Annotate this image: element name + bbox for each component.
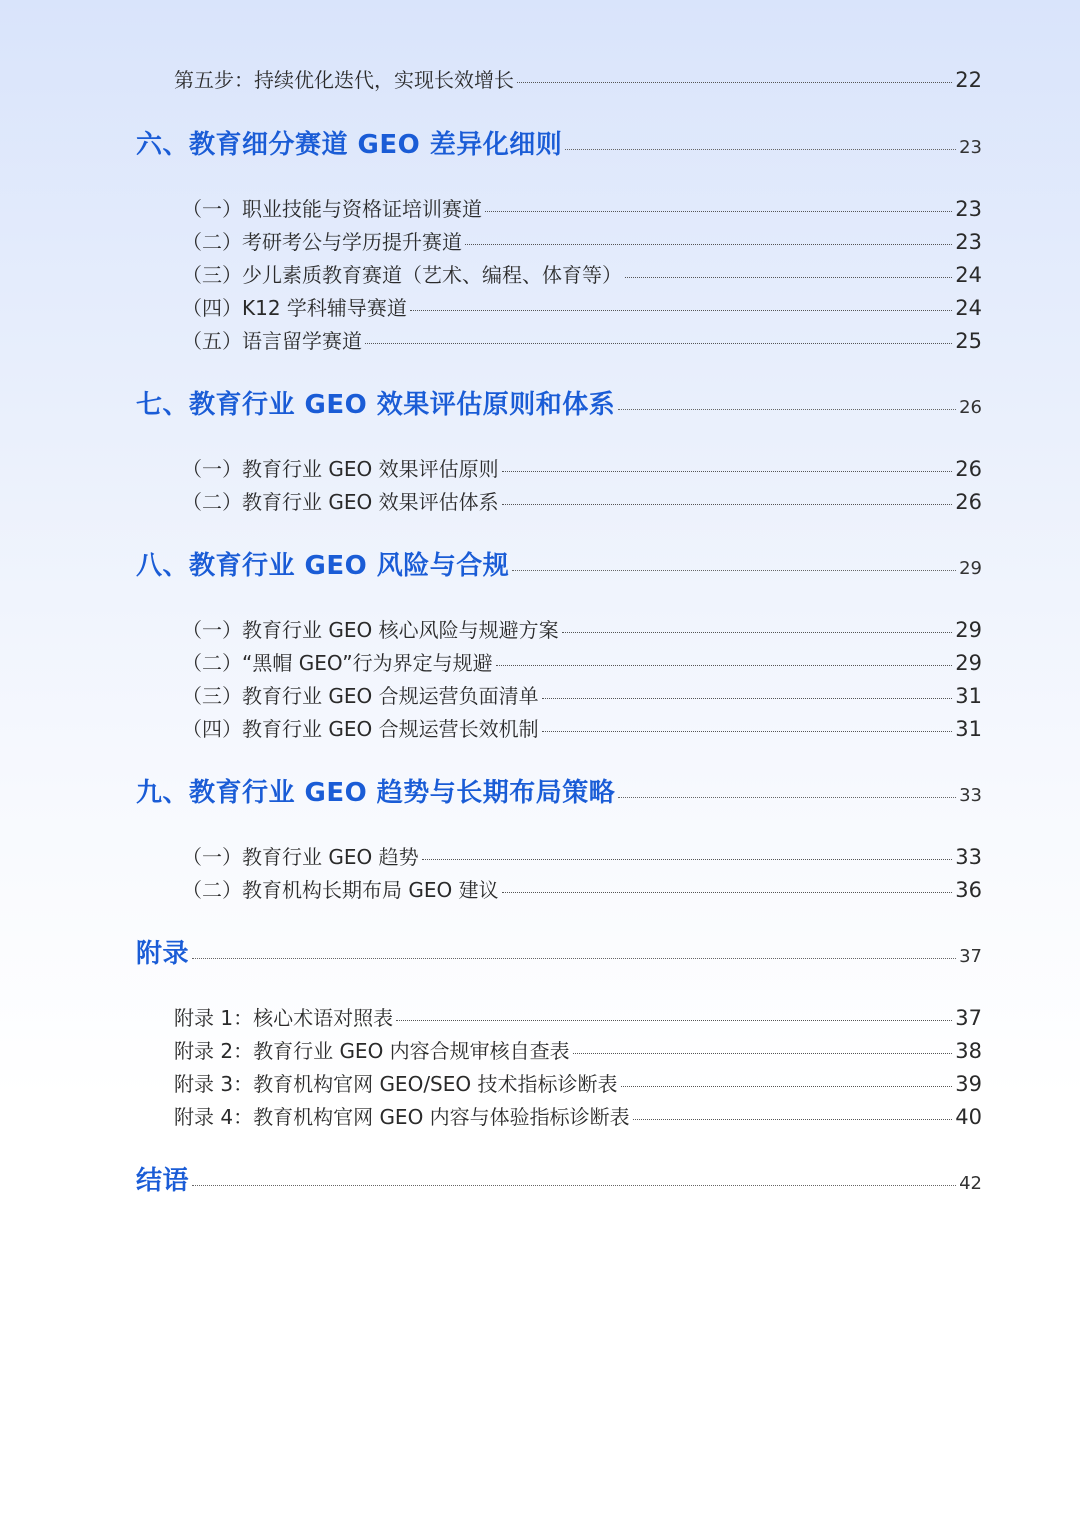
toc-entry-title: （五）语言留学赛道: [182, 329, 362, 353]
dot-leader: [565, 149, 956, 150]
toc-entry[interactable]: [182, 647, 982, 679]
toc-chapter-8[interactable]: [136, 545, 982, 585]
toc-entry-step5[interactable]: [174, 64, 982, 96]
dot-leader: [192, 1185, 956, 1186]
toc-entry-title: 附录 1：核心术语对照表: [174, 1006, 394, 1030]
toc-page-number: 26: [959, 397, 982, 418]
dot-leader: [365, 343, 952, 344]
chapter-title: 结语: [136, 1166, 190, 1196]
dot-leader: [422, 859, 953, 860]
toc-appendix[interactable]: [136, 933, 982, 973]
toc-page-number: 33: [959, 785, 982, 806]
dot-leader: [562, 632, 953, 633]
toc-page-number: 37: [955, 1006, 982, 1030]
dot-leader: [618, 409, 956, 410]
toc-page-number: 23: [955, 197, 982, 221]
dot-leader: [396, 1020, 952, 1021]
toc-entry-title: 附录 3：教育机构官网 GEO/SEO 技术指标诊断表: [174, 1072, 618, 1096]
dot-leader: [512, 570, 956, 571]
toc-entry[interactable]: [182, 292, 982, 324]
chapter-title: 附录: [136, 939, 190, 969]
toc-entry[interactable]: [182, 325, 982, 357]
toc-entry-title: 第五步：持续优化迭代，实现长效增长: [174, 68, 514, 92]
chapter-title: 七、教育行业 GEO 效果评估原则和体系: [136, 390, 616, 420]
toc-entry[interactable]: [182, 486, 982, 518]
toc-conclusion[interactable]: [136, 1160, 982, 1200]
toc-entry-title: （一）职业技能与资格证培训赛道: [182, 197, 482, 221]
toc-page-number: 24: [955, 263, 982, 287]
toc-page-number: 29: [955, 618, 982, 642]
toc-entry[interactable]: [174, 1068, 982, 1100]
toc-entry[interactable]: [174, 1035, 982, 1067]
toc-entry-title: （二）“黑帽 GEO”行为界定与规避: [182, 651, 493, 675]
toc-entry[interactable]: [182, 193, 982, 225]
dot-leader: [625, 277, 952, 278]
toc-entry-title: （四）教育行业 GEO 合规运营长效机制: [182, 717, 539, 741]
toc-entry-title: （四）K12 学科辅导赛道: [182, 296, 407, 320]
toc-chapter-6[interactable]: [136, 124, 982, 164]
chapter-title: 六、教育细分赛道 GEO 差异化细则: [136, 130, 563, 160]
toc-page-number: 23: [955, 230, 982, 254]
dot-leader: [496, 665, 953, 666]
toc-page-number: 37: [959, 946, 982, 967]
dot-leader: [621, 1086, 953, 1087]
toc-entry-title: 附录 4：教育机构官网 GEO 内容与体验指标诊断表: [174, 1105, 630, 1129]
toc-entry[interactable]: [182, 841, 982, 873]
toc-entry[interactable]: [182, 680, 982, 712]
toc-page-number: 23: [959, 137, 982, 158]
dot-leader: [502, 471, 953, 472]
dot-leader: [573, 1053, 953, 1054]
toc-page-number: 25: [955, 329, 982, 353]
toc-entry-title: （二）教育行业 GEO 效果评估体系: [182, 490, 499, 514]
dot-leader: [502, 892, 953, 893]
toc-page-number: 26: [955, 490, 982, 514]
chapter-title: 九、教育行业 GEO 趋势与长期布局策略: [136, 778, 616, 808]
dot-leader: [618, 797, 956, 798]
toc-page-number: 36: [955, 878, 982, 902]
dot-leader: [517, 82, 952, 83]
toc-entry-title: （三）教育行业 GEO 合规运营负面清单: [182, 684, 539, 708]
toc-entry[interactable]: [174, 1101, 982, 1133]
toc-page-number: 39: [955, 1072, 982, 1096]
toc-page-number: 29: [955, 651, 982, 675]
toc-page-number: 26: [955, 457, 982, 481]
toc-entry-title: （一）教育行业 GEO 核心风险与规避方案: [182, 618, 559, 642]
dot-leader: [192, 958, 956, 959]
toc-entry[interactable]: [182, 453, 982, 485]
toc-page-number: 24: [955, 296, 982, 320]
toc-entry-title: （一）教育行业 GEO 趋势: [182, 845, 419, 869]
dot-leader: [410, 310, 952, 311]
toc-page-number: 42: [959, 1173, 982, 1194]
toc-entry-title: 附录 2：教育行业 GEO 内容合规审核自查表: [174, 1039, 570, 1063]
toc-entry[interactable]: [174, 1002, 982, 1034]
toc-page-number: 31: [955, 717, 982, 741]
toc-entry[interactable]: [182, 614, 982, 646]
toc-entry[interactable]: [182, 713, 982, 745]
dot-leader: [542, 698, 953, 699]
toc-page-number: 38: [955, 1039, 982, 1063]
toc-chapter-9[interactable]: [136, 772, 982, 812]
toc-entry[interactable]: [182, 874, 982, 906]
toc-chapter-7[interactable]: [136, 384, 982, 424]
toc-page-number: 22: [955, 68, 982, 92]
dot-leader: [465, 244, 952, 245]
toc-page-number: 29: [959, 558, 982, 579]
toc-page-number: 40: [955, 1105, 982, 1129]
chapter-title: 八、教育行业 GEO 风险与合规: [136, 551, 510, 581]
toc-page-number: 33: [955, 845, 982, 869]
toc-entry-title: （二）教育机构长期布局 GEO 建议: [182, 878, 499, 902]
dot-leader: [485, 211, 952, 212]
toc-entry-title: （二）考研考公与学历提升赛道: [182, 230, 462, 254]
toc-entry[interactable]: [182, 259, 982, 291]
toc-entry[interactable]: [182, 226, 982, 258]
dot-leader: [502, 504, 953, 505]
toc-entry-title: （一）教育行业 GEO 效果评估原则: [182, 457, 499, 481]
toc-page-number: 31: [955, 684, 982, 708]
toc-entry-title: （三）少儿素质教育赛道（艺术、编程、体育等）: [182, 263, 622, 287]
dot-leader: [542, 731, 953, 732]
dot-leader: [633, 1119, 953, 1120]
